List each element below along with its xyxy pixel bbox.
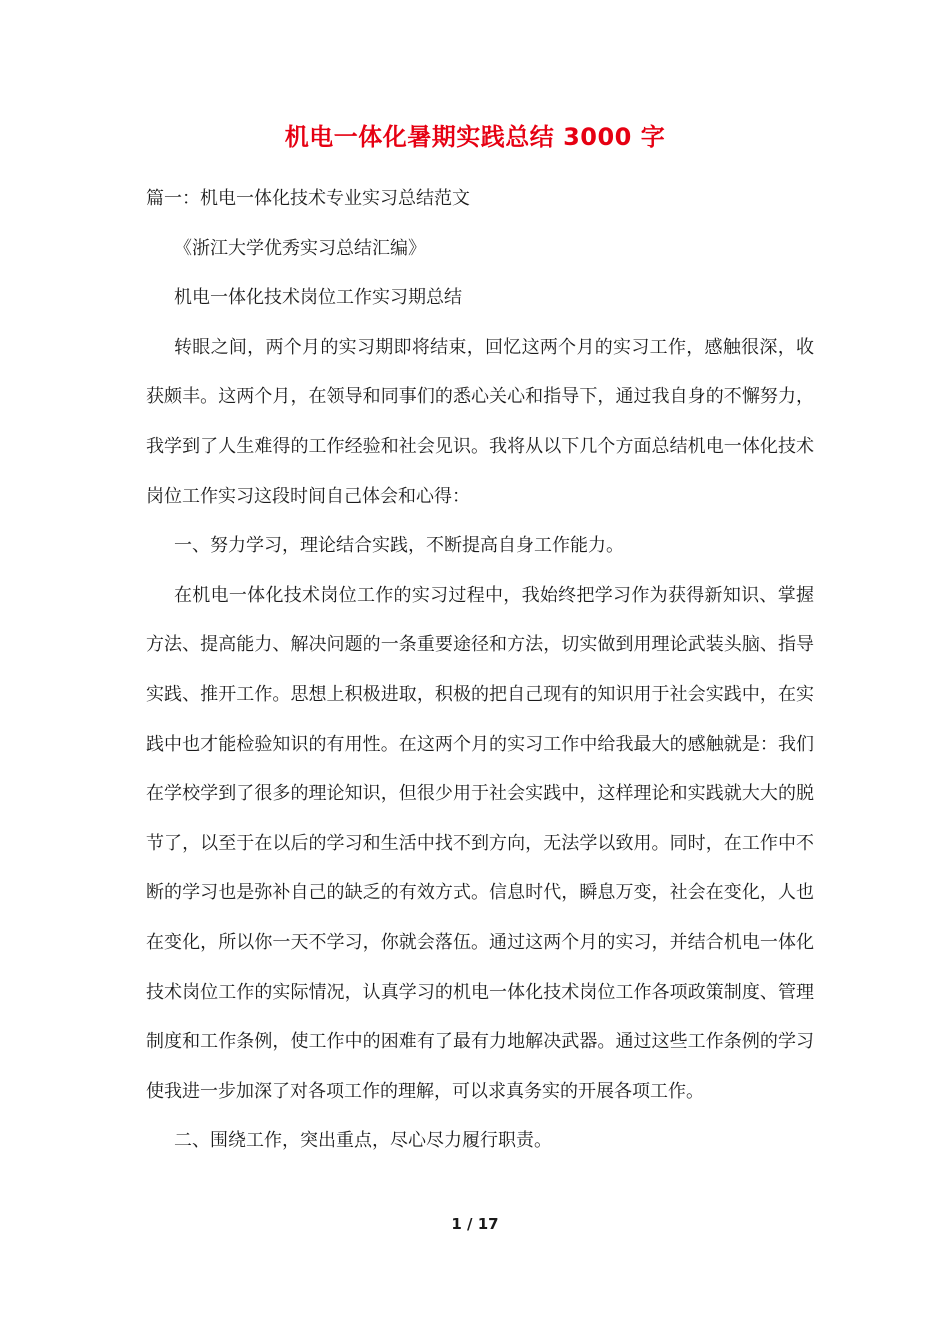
document-title: 机电一体化暑期实践总结 3000 字 (284, 123, 666, 151)
page-number: 1 / 17 (451, 1215, 499, 1233)
body-paragraph: 在机电一体化技术岗位工作的实习过程中，我始终把学习作为获得新知识、掌握方法、提高能力、解决问题的一条重要途径和方法，切实做到用理论武装头脑、指导实践、推开工作。思想上积极进取，积极的把自己现有的知识用于社会实践中，在实践中也才能检验知识的有用性。在这两个月的实习工作中给我最大的感触就是：我们在学校学到了很多的理论知识，但很少用于社会实践中，这样理论和实践就大大的脱节了，以至于在以后的学习和生活中找不到方向，无法学以致用。同时，在工作中不断的学习也是弥补自己的缺乏的有效方式。信息时代，瞬息万变，社会在变化，人也在变化，所以你一天不学习，你就会落伍。通过这两个月的实习，并结合机电一体化技术岗位工作的实际情况，认真学习的机电一体化技术岗位工作各项政策制度、管理制度和工作条例，使工作中的困难有了最有力地解决武器。通过这些工作条例的学习使我进一步加深了对各项工作的理解，可以求真务实的开展各项工作。 (146, 584, 814, 1102)
source-line: 《浙江大学优秀实习总结汇编》 (174, 237, 426, 259)
point-heading: 二、围绕工作，突出重点，尽心尽力履行职责。 (174, 1130, 552, 1152)
point-heading: 一、努力学习，理论结合实践，不断提高自身工作能力。 (174, 535, 624, 557)
document-body (146, 174, 814, 1166)
subtitle-line: 机电一体化技术岗位工作实习期总结 (174, 287, 462, 309)
section-heading: 篇一：机电一体化技术专业实习总结范文 (146, 188, 470, 209)
body-paragraph: 转眼之间，两个月的实习期即将结束，回忆这两个月的实习工作，感触很深，收获颇丰。这两个月，在领导和同事们的悉心关心和指导下，通过我自身的不懈努力，我学到了人生难得的工作经验和社会见识。我将从以下几个方面总结机电一体化技术岗位工作实习这段时间自己体会和心得： (146, 336, 814, 507)
